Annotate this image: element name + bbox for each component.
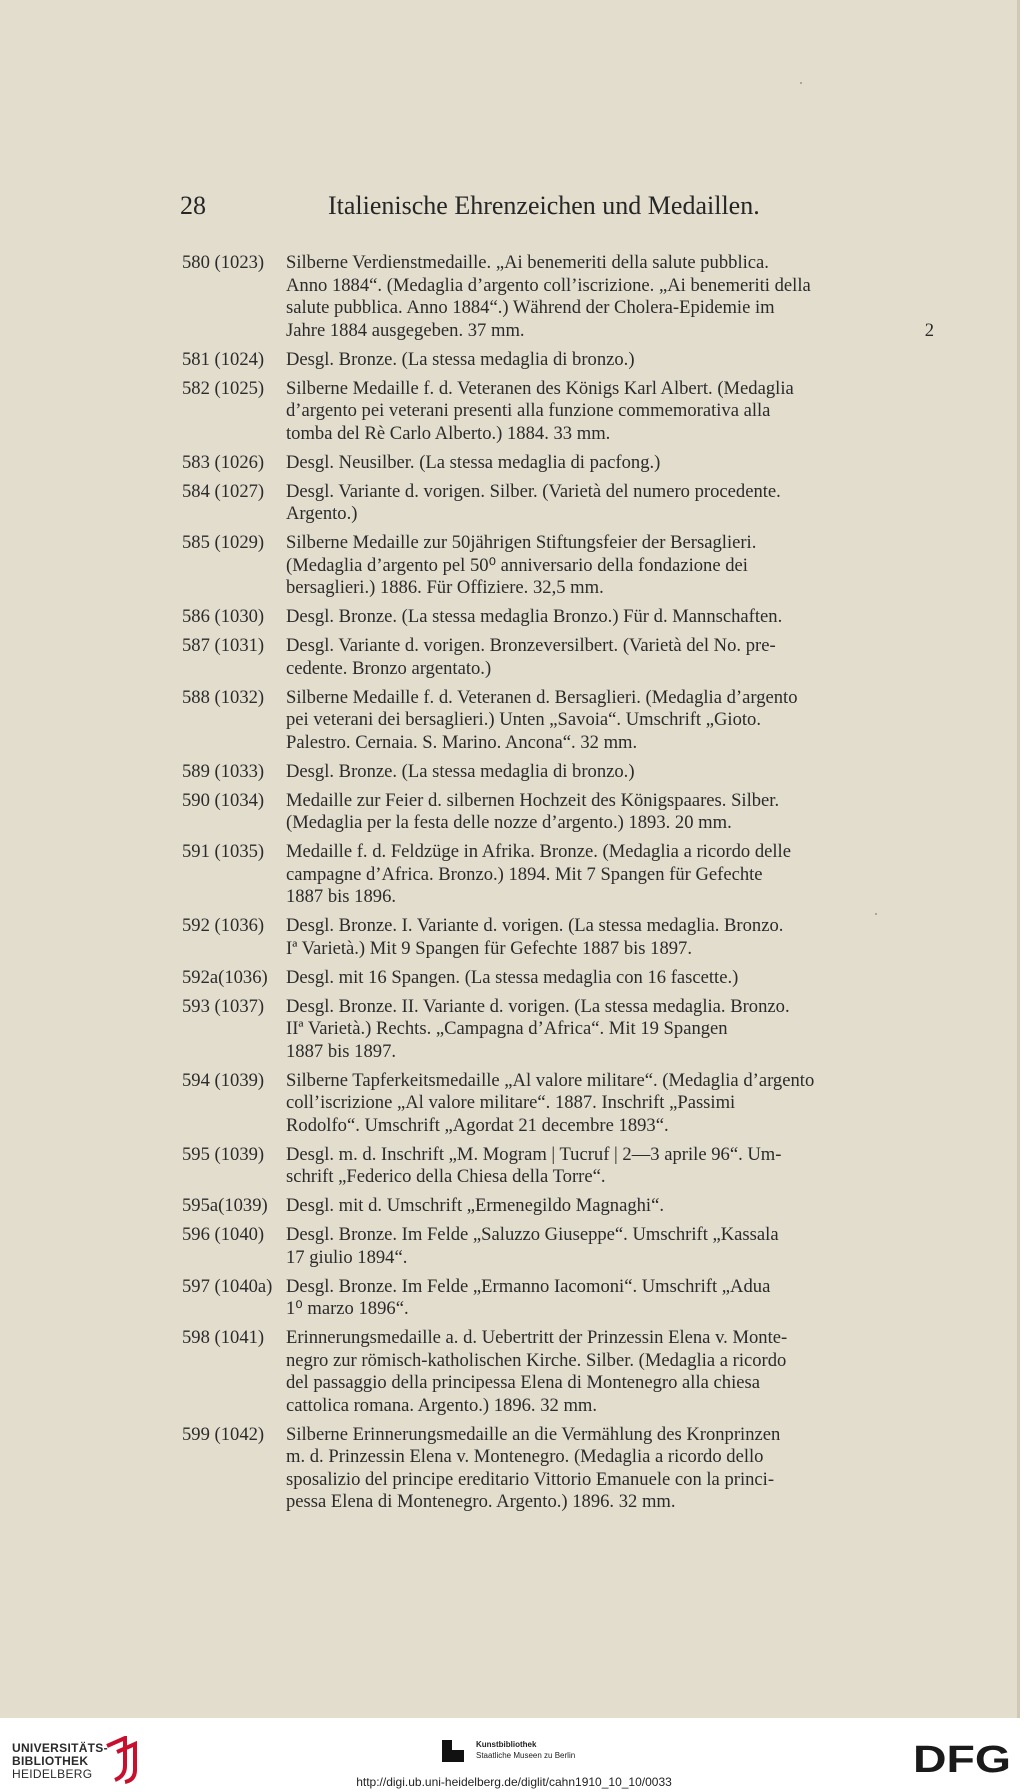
entry-line: Desgl. Bronze. Im Felde „Ermanno Iacomoni“. Umschrift „Adua — [286, 1275, 771, 1297]
entry-description — [286, 1144, 934, 1189]
catalog-entry — [182, 790, 934, 835]
entry-description — [286, 687, 934, 755]
entry-description — [286, 532, 934, 600]
entry-line: Silberne Medaille f. d. Veteranen des Königs Karl Albert. (Medaglia — [286, 377, 794, 399]
entry-line: Desgl. Neusilber. (La stessa medaglia di pacfong.) — [286, 451, 661, 473]
entry-line: Silberne Verdienstmedaille. „Ai benemeriti della salute pubblica. — [286, 252, 769, 273]
entry-description — [286, 252, 934, 342]
library-line3: HEIDELBERG — [12, 1767, 93, 1781]
entry-description — [286, 635, 934, 680]
entry-description — [286, 1276, 934, 1321]
entry-line: Desgl. Bronze. (La stessa medaglia di bronzo.) — [286, 348, 635, 370]
entry-description — [286, 452, 934, 475]
entry-line: IIª Varietà.) Rechts. „Campagna d’Africa“. Mit 19 Spangen — [286, 1018, 728, 1039]
entry-line: Desgl. mit d. Umschrift „Ermenegildo Magnaghi“. — [286, 1195, 664, 1216]
entry-line: pei veterani dei bersaglieri.) Unten „Savoia“. Umschrift „Gioto. — [286, 709, 762, 730]
entry-description — [286, 967, 934, 990]
entry-number: 582 (1025) — [182, 377, 265, 399]
entry-description — [286, 1070, 934, 1138]
footer-bar — [0, 1718, 1028, 1792]
entry-line: Desgl. Bronze. (La stessa medaglia Bronzo.) Für d. Mannschaften. — [286, 606, 783, 627]
entry-number: 583 (1026) — [182, 451, 265, 473]
kunstbibliothek-logo-icon — [438, 1736, 468, 1766]
entry-number: 581 (1024) — [182, 348, 265, 370]
dfg-label: DFG — [913, 1739, 1011, 1778]
entry-description — [286, 606, 934, 629]
entry-line: cedente. Bronzo argentato.) — [286, 657, 492, 679]
entry-line: Desgl. mit 16 Spangen. (La stessa medaglia con 16 fascette.) — [286, 966, 739, 988]
entry-description — [286, 761, 934, 784]
entry-line: 17 giulio 1894“. — [286, 1246, 408, 1268]
entry-description — [286, 790, 934, 835]
entry-line: Argento.) — [286, 503, 358, 524]
entry-line: Medaille zur Feier d. silbernen Hochzeit des Königspaares. Silber. — [286, 789, 780, 811]
entry-number: 580 (1023) — [182, 252, 265, 273]
entry-line: campagne d’Africa. Bronzo.) 1894. Mit 7 Spangen für Gefechte — [286, 863, 763, 885]
catalog-entry — [182, 1424, 934, 1514]
entry-number: 591 (1035) — [182, 841, 265, 862]
entry-line: Desgl. Variante d. vorigen. Bronzeversilbert. (Varietà del No. pre- — [286, 635, 776, 656]
entry-description — [286, 481, 934, 526]
entry-line: (Medaglia per la festa delle nozze d’argento.) 1893. 20 mm. — [286, 812, 732, 833]
running-header — [180, 191, 800, 223]
entry-number: 593 (1037) — [182, 995, 265, 1017]
paper-speck — [800, 82, 802, 84]
entry-line: 1887 bis 1896. — [286, 886, 397, 907]
entry-number: 589 (1033) — [182, 760, 265, 782]
entry-number: 590 (1034) — [182, 789, 265, 811]
catalog-entry — [182, 532, 934, 600]
entry-number: 584 (1027) — [182, 480, 265, 502]
entry-line: Silberne Medaille zur 50jährigen Stiftungsfeier der Bersaglieri. — [286, 532, 757, 553]
entry-number: 595 (1039) — [182, 1143, 265, 1165]
entry-description — [286, 1424, 934, 1514]
permalink-url[interactable]: http://digi.ub.uni-heidelberg.de/diglit/cahn1910_10_10/0033 — [356, 1775, 672, 1789]
page-title: Italienische Ehrenzeichen und Medaillen. — [328, 191, 760, 220]
entry-price: 2 — [924, 319, 934, 341]
entry-number: 592a(1036) — [182, 966, 268, 988]
entry-line: Medaille f. d. Feldzüge in Afrika. Bronze. (Medaglia a ricordo delle — [286, 841, 791, 862]
entry-line: Desgl. Bronze. I. Variante d. vorigen. (La stessa medaglia. Bronzo. — [286, 915, 784, 936]
library-line2: BIBLIOTHEK — [12, 1754, 89, 1768]
entry-line: d’argento pei veterani presenti alla funzione commemorativa alla — [286, 400, 771, 421]
entry-number: 599 (1042) — [182, 1423, 265, 1445]
entry-line: Iª Varietà.) Mit 9 Spangen für Gefechte 1887 bis 1897. — [286, 937, 693, 959]
catalog-entry — [182, 1327, 934, 1417]
catalog-entry — [182, 761, 934, 784]
entry-line: (Medaglia d’argento pel 50⁰ anniversario della fondazione dei — [286, 554, 748, 576]
entry-line: Silberne Medaille f. d. Veteranen d. Bersaglieri. (Medaglia d’argento — [286, 686, 798, 708]
entry-number: 587 (1031) — [182, 635, 265, 656]
entry-description — [286, 841, 934, 909]
entry-line: del passaggio della principessa Elena di Montenegro alla chiesa — [286, 1372, 760, 1393]
catalog-entries — [182, 252, 934, 1520]
entry-description — [286, 1224, 934, 1269]
entry-line: Palestro. Cernaia. S. Marino. Ancona“. 32 mm. — [286, 731, 638, 753]
entry-line: Desgl. Bronze. II. Variante d. vorigen. (La stessa medaglia. Bronzo. — [286, 995, 790, 1017]
entry-line: cattolica romana. Argento.) 1896. 32 mm. — [286, 1394, 598, 1416]
kb-line1: Kunstbibliothek — [476, 1740, 537, 1749]
catalog-entry — [182, 635, 934, 680]
catalog-entry — [182, 1070, 934, 1138]
catalog-entry — [182, 1195, 934, 1218]
entry-line-text: Jahre 1884 ausgegeben. 37 mm. — [286, 319, 525, 341]
dfg-logo-icon — [913, 1738, 1013, 1778]
entry-line: salute pubblica. Anno 1884“.) Während der Cholera-Epidemie im — [286, 297, 775, 318]
catalog-entry — [182, 378, 934, 446]
catalog-entry — [182, 606, 934, 629]
entry-line: bersaglieri.) 1886. Für Offiziere. 32,5 mm. — [286, 577, 604, 598]
entry-line: sposalizio del principe ereditario Vittorio Emanuele con la princi- — [286, 1468, 775, 1490]
entry-line: Desgl. Bronze. (La stessa medaglia di bronzo.) — [286, 760, 635, 782]
entry-line: coll’iscrizione „Al valore militare“. 1887. Inschrift „Passimi — [286, 1092, 736, 1113]
catalog-entry — [182, 1224, 934, 1269]
entry-number: 586 (1030) — [182, 606, 265, 627]
entry-description — [286, 1327, 934, 1417]
entry-line: Silberne Erinnerungsmedaille an die Vermählung des Kronprinzen — [286, 1423, 781, 1445]
entry-line: 1887 bis 1897. — [286, 1040, 397, 1062]
entry-description — [286, 349, 934, 372]
catalog-entry — [182, 687, 934, 755]
entry-line: Desgl. Variante d. vorigen. Silber. (Varietà del numero procedente. — [286, 480, 781, 502]
catalog-entry — [182, 1144, 934, 1189]
catalog-entry — [182, 996, 934, 1064]
entry-description — [286, 996, 934, 1064]
catalog-entry — [182, 1276, 934, 1321]
entry-line — [286, 320, 934, 343]
entry-line: Desgl. m. d. Inschrift „M. Mogram | Tucruf | 2—3 aprile 96“. Um- — [286, 1143, 782, 1165]
entry-description — [286, 378, 934, 446]
entry-number: 594 (1039) — [182, 1069, 265, 1091]
catalog-entry — [182, 452, 934, 475]
entry-line: negro zur römisch-katholischen Kirche. Silber. (Medaglia a ricordo — [286, 1349, 787, 1371]
catalog-entry — [182, 349, 934, 372]
entry-line: Erinnerungsmedaille a. d. Uebertritt der Prinzessin Elena v. Monte- — [286, 1327, 788, 1348]
entry-description — [286, 915, 934, 960]
entry-number: 597 (1040a) — [182, 1275, 273, 1297]
entry-line: 1⁰ marzo 1896“. — [286, 1298, 409, 1319]
entry-number: 588 (1032) — [182, 686, 265, 708]
entry-number: 585 (1029) — [182, 532, 265, 553]
catalog-entry — [182, 915, 934, 960]
catalog-entry — [182, 967, 934, 990]
library-line1: UNIVERSITÄTS- — [12, 1741, 108, 1755]
entry-description — [286, 1195, 934, 1218]
kunstbibliothek-name — [476, 1739, 575, 1761]
kb-line2: Staatliche Museen zu Berlin — [476, 1751, 576, 1760]
entry-number: 595a(1039) — [182, 1195, 268, 1216]
entry-number: 596 (1040) — [182, 1224, 265, 1245]
catalog-entry — [182, 481, 934, 526]
page-number: 28 — [180, 191, 206, 220]
entry-line: Silberne Tapferkeitsmedaille „Al valore militare“. (Medaglia d’argento — [286, 1069, 815, 1091]
entry-line: tomba del Rè Carlo Alberto.) 1884. 33 mm. — [286, 422, 611, 444]
entry-line: Desgl. Bronze. Im Felde „Saluzzo Giuseppe“. Umschrift „Kassala — [286, 1224, 779, 1245]
entry-line: Anno 1884“. (Medaglia d’argento coll’iscrizione. „Ai benemeriti della — [286, 274, 811, 296]
entry-number: 592 (1036) — [182, 915, 265, 936]
entry-number: 598 (1041) — [182, 1327, 265, 1348]
entry-line: m. d. Prinzessin Elena v. Montenegro. (Medaglia a ricordo dello — [286, 1446, 764, 1467]
entry-line: Rodolfo“. Umschrift „Agordat 21 decembre 1893“. — [286, 1114, 669, 1136]
catalog-entry — [182, 841, 934, 909]
entry-line: pessa Elena di Montenegro. Argento.) 1896. 32 mm. — [286, 1491, 676, 1512]
catalog-entry — [182, 252, 934, 342]
entry-line: schrift „Federico della Chiesa della Torre“. — [286, 1166, 606, 1187]
